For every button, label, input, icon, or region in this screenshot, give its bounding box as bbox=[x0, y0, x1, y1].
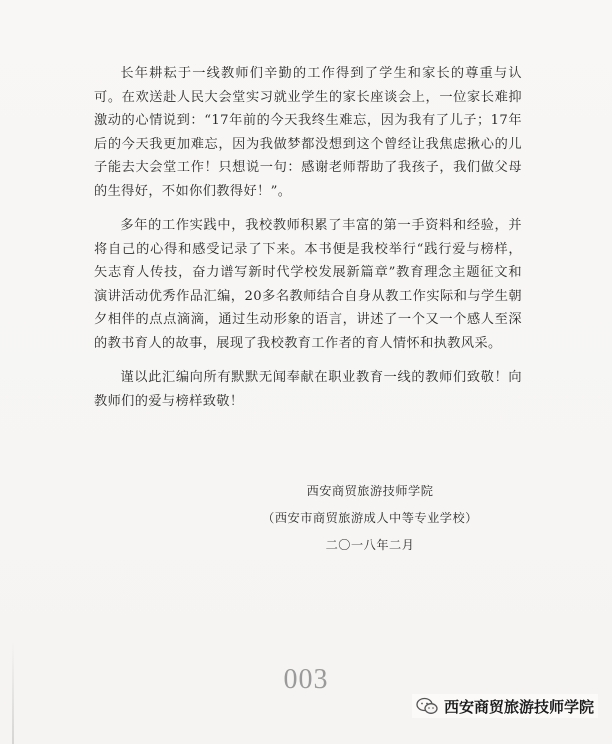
paragraph-book-summary: 多年的工作实践中，我校教师积累了丰富的第一手资料和经验，并将自己的心得和感受记录了下来。本书便是我校举行“践行爱与榜样，矢志育人传技，奋力谱写新时代学校发展新篇章”教育理念主题征文和演讲活动优秀作品汇编，20多名教师结合自身从教工作实际和与学生朝夕相伴的点点滴滴，通过生动形象的语言，讲述了一个又一个感人至深的教书育人的故事，展现了我校教育工作者的育人情怀和执教风采。 bbox=[94, 218, 522, 351]
wechat-icon bbox=[416, 697, 438, 715]
watermark-text: 西安商贸旅游技师学院 bbox=[443, 697, 594, 716]
signature-date: 二〇一八年二月 bbox=[325, 538, 415, 552]
signature-institution-alt: （西安市商贸旅游成人中等专业学校） bbox=[262, 511, 478, 525]
paragraph-dedication: 谨以此汇编向所有默默无闻奉献在职业教育一线的教师们致敬！向教师们的爱与榜样致敬！ bbox=[94, 370, 522, 409]
signature-institution: 西安商贸旅游技师学院 bbox=[306, 484, 434, 498]
preface-body bbox=[94, 62, 522, 413]
paragraph-parent-quote: 长年耕耘于一线教师们辛勤的工作得到了学生和家长的尊重与认可。在欢送赴人民大会堂实习就业学生的家长座谈会上，一位家长难抑激动的心情说到：“17年前的今天我终生难忘，因为我有了儿子；17年后的今天我更加难忘，因为我做梦都没想到这个曾经让我焦虑揪心的儿子能去大会堂工作！只想说一句：感谢老师帮助了我孩子，我们做父母的生得好，不如你们教得好！”。 bbox=[94, 66, 522, 199]
wechat-watermark bbox=[412, 694, 598, 718]
signature-block bbox=[250, 478, 490, 559]
page-number: 003 bbox=[283, 664, 329, 695]
